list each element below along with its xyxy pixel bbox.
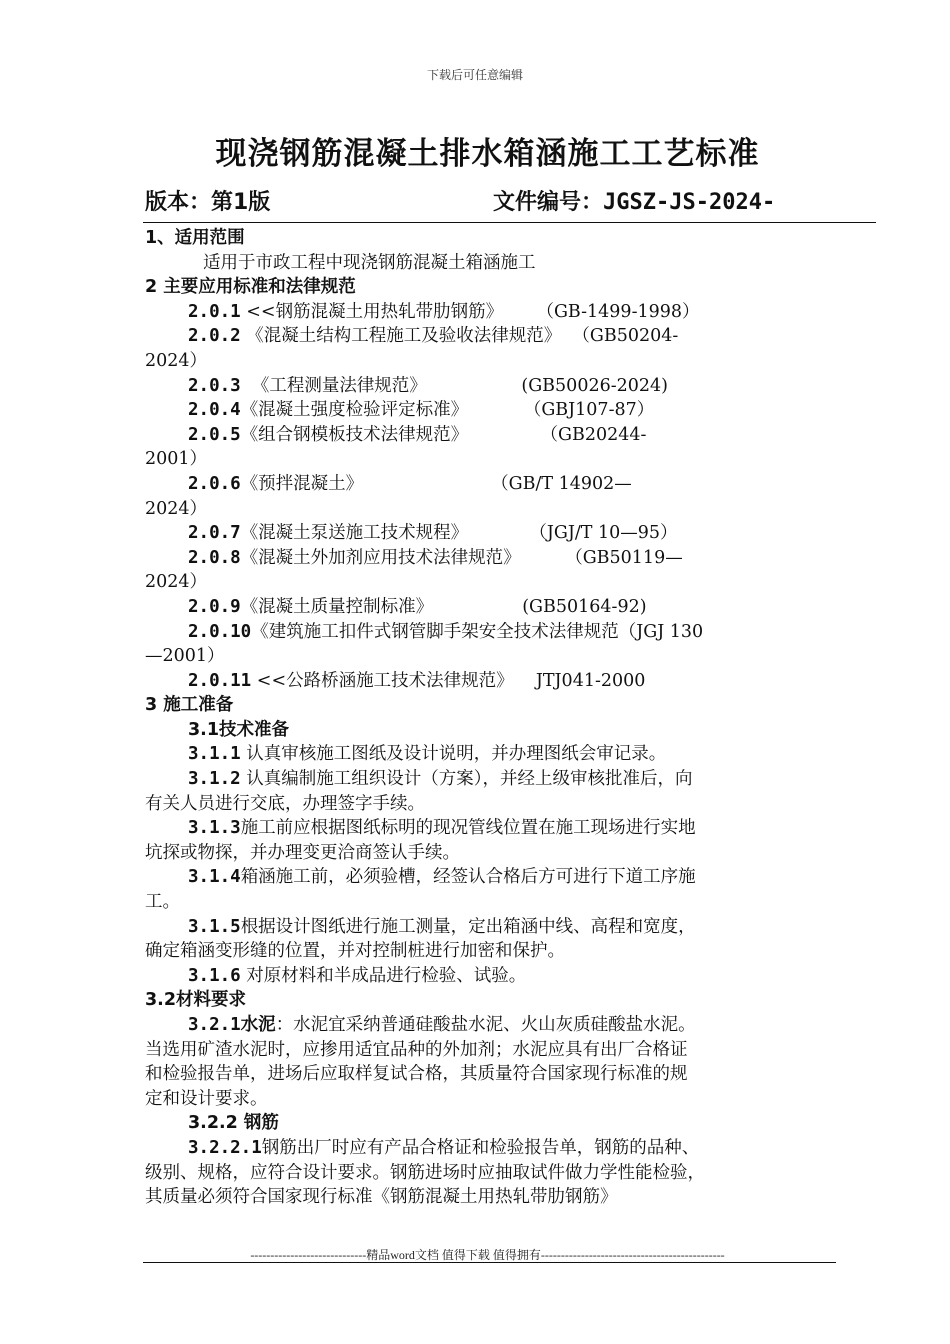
reference-item-cont: —2001）: [145, 646, 225, 667]
paragraph-line: 适用于市政工程中现浇钢筋混凝土箱涵施工: [203, 252, 536, 273]
version-label: 版本：第1版: [145, 190, 271, 215]
reference-item-cont: 2024）: [145, 350, 208, 371]
paragraph-line: 其质量必须符合国家现行标准《钢筋混凝土用热轧带肋钢筋》: [145, 1187, 618, 1208]
subsection-heading: 3.2.2 钢筋: [188, 1113, 279, 1134]
reference-item-cont: 2001）: [145, 449, 208, 470]
subsection-heading: 3.2材料要求: [145, 990, 247, 1011]
section-heading: 2 主要应用标准和法律规范: [145, 277, 356, 298]
section-heading: 1、适用范围: [145, 228, 245, 248]
footer-text: -----------------------------精品word文档 值得下载 值得拥有----------------------------------------------: [250, 1248, 725, 1262]
paragraph-line: 工。: [145, 892, 180, 913]
reference-item: 2.0.4《混凝土强度检验评定标准》 （GBJ107-87）: [188, 400, 655, 421]
document-title: 现浇钢筋混凝土排水箱涵施工工艺标准: [215, 136, 760, 172]
paragraph-line: 和检验报告单，进场后应取样复试合格，其质量符合国家现行标准的规: [145, 1064, 688, 1085]
paragraph-line: 3.2.1水泥：水泥宜采纳普通硅酸盐水泥、火山灰质硅酸盐水泥。: [188, 1015, 696, 1035]
reference-item: 2.0.7《混凝土泵送施工技术规程》 （JGJ/T 10—95）: [188, 523, 678, 544]
reference-item: 2.0.9《混凝土质量控制标准》 (GB50164-92): [188, 596, 647, 617]
file-number-value: JGSZ-JS-2024-: [603, 190, 776, 215]
reference-item: 2.0.3 《工程测量法律规范》 (GB50026-2024): [188, 375, 668, 396]
header-rule: [143, 222, 876, 223]
reference-item: 2.0.5《组合钢模板技术法律规范》 （GB20244-: [188, 424, 647, 445]
reference-item: 2.0.8《混凝土外加剂应用技术法律规范》 （GB50119—: [188, 547, 683, 568]
file-number: [493, 185, 775, 216]
paragraph-line: 确定箱涵变形缝的位置，并对控制桩进行加密和保护。: [145, 941, 565, 962]
file-number-label: 文件编号：: [493, 190, 604, 215]
section-heading: 3 施工准备: [145, 695, 234, 716]
subsection-heading: 3.1技术准备: [188, 719, 290, 740]
reference-item-cont: 2024）: [145, 498, 208, 519]
reference-item: 2.0.10《建筑施工扣件式钢管脚手架安全技术法律规范（JGJ 130: [188, 621, 704, 642]
paragraph-line: 有关人员进行交底，办理签字手续。: [145, 793, 425, 814]
paragraph-line: 3.1.1 认真审核施工图纸及设计说明，并办理图纸会审记录。: [188, 744, 667, 765]
paragraph-line: 定和设计要求。: [145, 1088, 268, 1109]
reference-item: 2.0.1 <<钢筋混凝土用热轧带肋钢筋》 （GB-1499-1998）: [188, 301, 700, 322]
paragraph-line: 3.1.2 认真编制施工组织设计（方案），并经上级审核批准后，向: [188, 769, 693, 790]
paragraph-line: 3.1.4箱涵施工前，必须验槽，经签认合格后方可进行下道工序施: [188, 867, 696, 888]
reference-item: 2.0.6《预拌混凝土》 （GB/T 14902—: [188, 473, 632, 494]
footer-rule: [143, 1262, 836, 1263]
paragraph-line: 当选用矿渣水泥时，应掺用适宜品种的外加剂；水泥应具有出厂合格证: [145, 1039, 688, 1060]
reference-item: 2.0.11 <<公路桥涵施工技术法律规范》 JTJ041-2000: [188, 670, 646, 691]
paragraph-line: 3.1.3施工前应根据图纸标明的现况管线位置在施工现场进行实地: [188, 818, 696, 839]
top-note: 下载后可任意编辑: [426, 68, 523, 82]
document-body: [145, 226, 845, 1210]
reference-item: 2.0.2 《混凝土结构工程施工及验收法律规范》 （GB50204-: [188, 326, 679, 347]
reference-item-cont: 2024）: [145, 572, 208, 593]
paragraph-line: 3.1.5根据设计图纸进行施工测量，定出箱涵中线、高程和宽度，: [188, 916, 696, 937]
paragraph-line: 3.2.2.1钢筋出厂时应有产品合格证和检验报告单，钢筋的品种、: [188, 1137, 700, 1158]
paragraph-line: 坑探或物探，并办理变更洽商签认手续。: [145, 842, 460, 863]
paragraph-line: 级别、规格，应符合设计要求。钢筋进场时应抽取试件做力学性能检验，: [145, 1162, 705, 1183]
paragraph-line: 3.1.6 对原材料和半成品进行检验、试验。: [188, 965, 527, 986]
